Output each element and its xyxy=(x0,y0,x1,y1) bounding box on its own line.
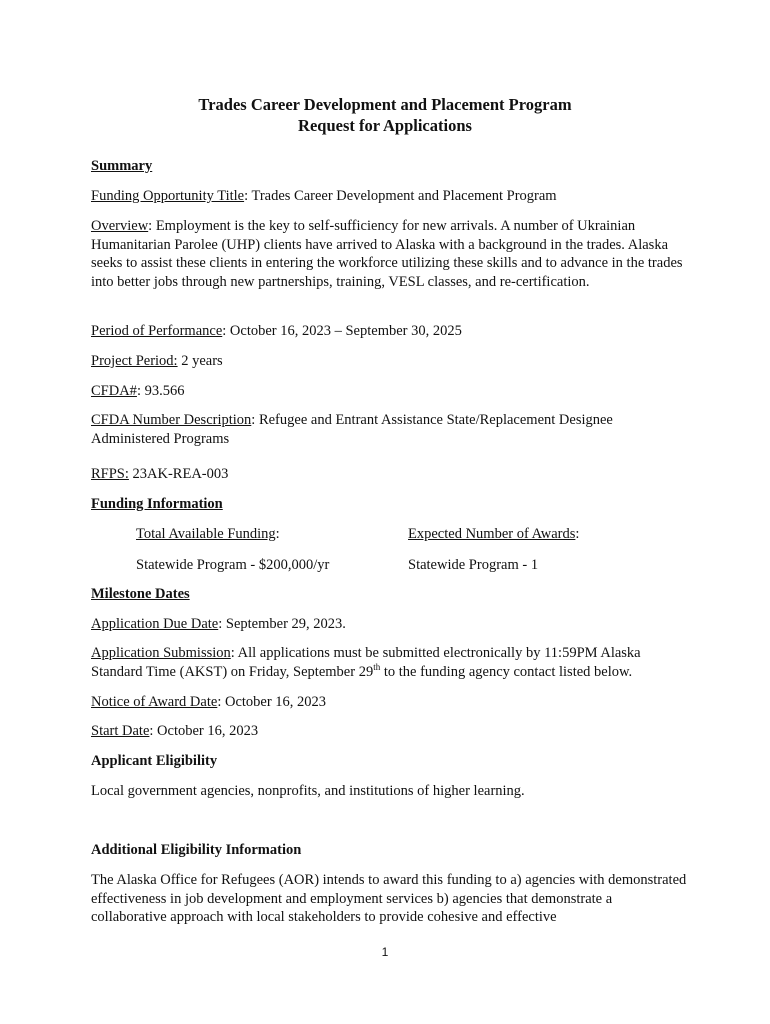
notice-line xyxy=(91,693,326,712)
submission-text-end: to the funding agency contact listed below. xyxy=(380,663,633,680)
notice-value: : October 16, 2023 xyxy=(217,694,327,710)
document-subtitle: Request for Applications xyxy=(298,116,472,135)
due-date-line xyxy=(91,615,346,634)
funding-title-label: Funding Opportunity Title xyxy=(91,188,245,204)
notice-label: Notice of Award Date xyxy=(91,694,218,710)
submission-superscript: th xyxy=(373,661,381,672)
total-funding-suffix: : xyxy=(275,526,280,542)
total-funding-value: Statewide Program - $200,000/yr xyxy=(136,557,330,573)
rfps-label: RFPS: xyxy=(91,466,129,482)
period-value: : October 16, 2023 – September 30, 2025 xyxy=(222,323,462,339)
start-date-value: : October 16, 2023 xyxy=(149,723,259,739)
total-funding-label: Total Available Funding xyxy=(136,526,276,542)
start-date-label: Start Date xyxy=(91,723,150,739)
rfps-line xyxy=(91,465,228,484)
due-date-value: : September 29, 2023. xyxy=(218,616,346,632)
project-value: 2 years xyxy=(177,353,223,369)
document-title: Trades Career Development and Placement Program xyxy=(198,95,572,114)
period-line xyxy=(91,322,462,341)
overview-label: Overview xyxy=(91,218,149,234)
awards-label: Expected Number of Awards xyxy=(408,526,576,542)
additional-eligibility-heading: Additional Eligibility Information xyxy=(91,842,302,858)
period-label: Period of Performance xyxy=(91,323,223,339)
project-line xyxy=(91,352,223,371)
cfda-value: : 93.566 xyxy=(136,383,185,399)
page-number: 1 xyxy=(381,945,389,959)
submission-paragraph xyxy=(91,644,691,681)
project-label: Project Period: xyxy=(91,353,178,369)
funding-title-line xyxy=(91,187,557,206)
total-funding-header xyxy=(136,525,280,544)
cfda-line xyxy=(91,382,184,401)
funding-title-value: : Trades Career Development and Placement Program xyxy=(244,188,557,204)
overview-text: : Employment is the key to self-sufficiency for new arrivals. A number of Ukrainian Humanitarian Parolee (UHP) clients have arrived to Alaska with a background in the trades. Alaska seeks to assist these clients in entering the workforce utilizing these skills and to advance in the trades into better jobs through new partnerships, training, VESL classes, and re-certification. xyxy=(91,218,683,290)
submission-text: : All applications must be submitted electronically by 11:59PM Alaska Standard Time (AKST) on Friday, September 29 xyxy=(91,645,641,680)
eligibility-heading: Applicant Eligibility xyxy=(91,753,218,769)
milestones-heading: Milestone Dates xyxy=(91,586,190,602)
rfps-value: 23AK-REA-003 xyxy=(128,466,229,482)
eligibility-text: Local government agencies, nonprofits, and institutions of higher learning. xyxy=(91,783,525,799)
funding-heading: Funding Information xyxy=(91,496,223,512)
cfda-desc-label: CFDA Number Description xyxy=(91,412,252,428)
summary-heading: Summary xyxy=(91,158,153,174)
awards-header xyxy=(408,525,579,544)
submission-label: Application Submission xyxy=(91,645,231,661)
cfda-desc-value: : Refugee and Entrant Assistance State/Replacement Designee Administered Programs xyxy=(91,412,613,447)
cfda-description xyxy=(91,411,691,448)
additional-eligibility-text: The Alaska Office for Refugees (AOR) intends to award this funding to a) agencies with demonstrated effectiveness in job development and employment services b) agencies that demonstrate a collaborative approach with local stakeholders to provide cohesive and effective xyxy=(91,872,687,926)
awards-suffix: : xyxy=(575,526,580,542)
overview-paragraph xyxy=(91,217,691,291)
awards-value: Statewide Program - 1 xyxy=(408,557,539,573)
start-date-line xyxy=(91,722,258,741)
cfda-label: CFDA# xyxy=(91,383,137,399)
due-date-label: Application Due Date xyxy=(91,616,219,632)
